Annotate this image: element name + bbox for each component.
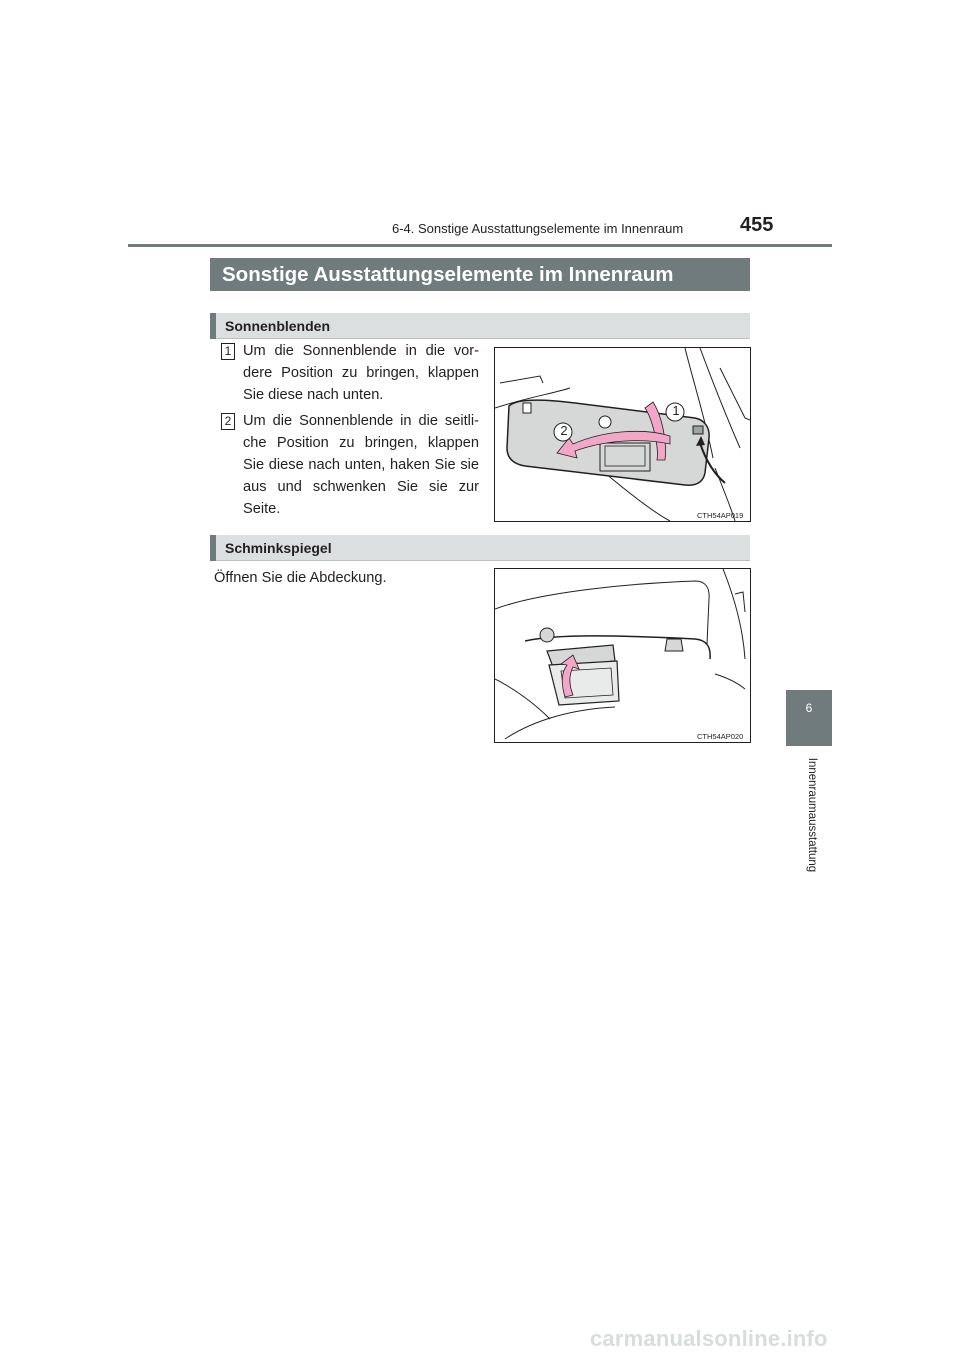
callout-2: 2 bbox=[560, 423, 568, 438]
section-heading-text: Sonnenblenden bbox=[225, 318, 330, 334]
watermark: carmanualsonline.info bbox=[590, 1326, 828, 1351]
heading-accent bbox=[210, 313, 216, 339]
figure-code: CTH54AP020 bbox=[697, 732, 744, 741]
running-header-section: 6-4. Sonstige Ausstattungselemente im Innenraum bbox=[392, 221, 684, 236]
section-heading-schminkspiegel bbox=[210, 535, 750, 561]
vanity-mirror-drawing bbox=[495, 569, 750, 742]
page-title: Sonstige Ausstattungselemente im Innenraum bbox=[210, 258, 750, 291]
figure-code: CTH54AP019 bbox=[697, 511, 744, 520]
header-rule bbox=[128, 244, 832, 247]
vanity-mirror-illustration bbox=[494, 568, 751, 743]
sun-visor-drawing bbox=[495, 348, 750, 521]
heading-accent bbox=[210, 535, 216, 561]
sun-visor-illustration bbox=[494, 347, 751, 522]
section-heading-sonnenblenden bbox=[210, 313, 750, 339]
page-number: 455 bbox=[740, 214, 774, 236]
section-heading-text: Schminkspiegel bbox=[225, 540, 332, 556]
chapter-tab-number: 6 bbox=[805, 701, 813, 715]
chapter-side-label: Innenraumausstattung bbox=[806, 757, 818, 873]
mirror-instruction-text: Öffnen Sie die Abdeckung. bbox=[214, 570, 387, 586]
step-text-2: Um die Sonnenblende in die seitli-che Position zu bringen, klappen Sie diese nach unten, haken Sie sie aus und schwenken Sie sie zur Seite. bbox=[243, 413, 479, 517]
callout-1: 1 bbox=[672, 403, 680, 418]
step-number-1: 1 bbox=[221, 343, 235, 360]
step-text-1: Um die Sonnenblende in die vor-dere Position zu bringen, klappen Sie diese nach unten. bbox=[243, 343, 479, 403]
step-number-2: 2 bbox=[221, 413, 235, 430]
